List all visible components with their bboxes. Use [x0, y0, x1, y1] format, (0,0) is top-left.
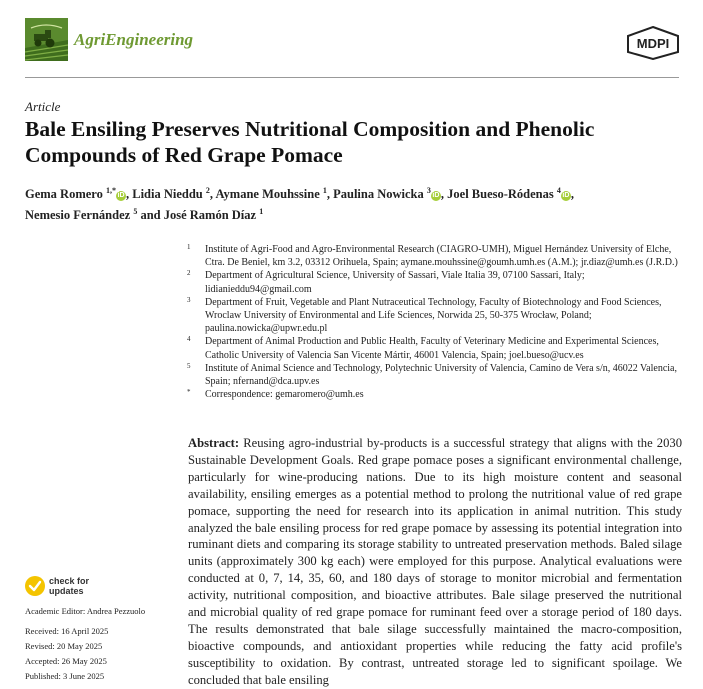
affiliation-item — [187, 243, 682, 269]
journal-header — [25, 18, 679, 64]
affiliation-item — [187, 335, 682, 361]
affiliation-text: Department of Fruit, Vegetable and Plant Nutraceutical Technology, Faculty of Biotechnology and Food Sciences, Wroclaw University of Environmental and Life Sciences, Norwida 25, 50-375 Wrocław, Poland; paulina.nowicka@upwr.edu.pl — [205, 296, 662, 335]
author-name: Lidia Nieddu — [132, 187, 203, 202]
affiliation-number: 2 — [187, 269, 191, 278]
affiliation-item — [187, 362, 682, 388]
affiliation-number: * — [187, 388, 191, 397]
check-for-updates-button[interactable] — [25, 575, 145, 599]
author-name: Aymane Mouhssine — [215, 187, 320, 202]
author-name: Paulina Nowicka — [333, 187, 424, 202]
accepted-date: Accepted: 26 May 2025 — [25, 656, 107, 666]
check-updates-line-1: check for — [49, 576, 90, 586]
author-affil-sup: 1 — [322, 186, 327, 195]
author-affil-sup: 3 — [426, 186, 431, 195]
published-date: Published: 3 June 2025 — [25, 671, 105, 681]
affiliation-number: 4 — [187, 335, 191, 344]
author-name: José Ramón Díaz — [163, 208, 257, 223]
affiliation-number: 5 — [187, 361, 191, 370]
orcid-icon[interactable]: iD — [117, 192, 125, 200]
orcid-icon[interactable]: iD — [432, 192, 440, 200]
affiliation-text: Correspondence: gemaromero@umh.es — [205, 389, 364, 401]
affiliation-item — [187, 269, 682, 295]
revised-date: Revised: 20 May 2025 — [25, 641, 103, 651]
authors-line-1: Gema Romero $^{1,*}$iD , Lidia Nieddu $^2$, Aymane Mouhssine $^1$, Paulina Nowicka $^3$iD , Joel Bueso-Ródenas $^4$iD , — [25, 186, 574, 202]
affiliation-text: Institute of Agri-Food and Agro-Environmental Research (CIAGRO-UMH), Miguel Hernández University of Elche, Ctra. De Beniel, km 3.2, 03312 Orihuela, Spain; aymane.mouhssine@goumh.umh.es (A.M.); jr.diaz@umh.es (J.R.D.) — [205, 244, 678, 269]
abstract-text: Reusing agro-industrial by-products is a successful strategy that aligns with the 2030 Sustainable Development Goals. Red grape pomace poses a significant environmental challenge, particularly for wine-producing nations. Due to its high moisture content and seasonal availability, ensiling emerges as a potential method to prolong the nutritional value of red grape pomace, supporting the need for research into its application in animal nutrition. This study analyzed the bale ensiling process for red grape pomace by assessing its potential integration into ruminant diets and comparing its storage stability to untreated preservation methods. Baled silage units (approximately 300 kg each) were employed for this purpose. Analytical evaluations were conducted at 0, 7, 14, 35, 60, and 180 days of storage to monitor microbial and fermentation activity, nutritional composition, and bioactive attributes. Bale silage preserved the nutritional and microbial quality of red grape pomace for ruminant feed over a storage period of 180 days. The results demonstrated that bale silage successfully maintained the macro-composition, bioactive compounds, and antioxidant properties while reducing the fatty acid profile's susceptibility to oxidation. By contrast, untreated storage led to significant spoilage. We concluded that bale ensiling — [188, 436, 682, 687]
affiliation-text: Institute of Animal Science and Technology, Polytechnic University of Valencia, Camino de Vera s/n, 46022 Valencia, Spain; nfernand@dca.upv.es — [205, 362, 677, 388]
affiliation-number: 3 — [187, 295, 191, 304]
author-affil-sup: 1,* — [106, 186, 116, 195]
orcid-icon[interactable]: iD — [562, 192, 570, 200]
author-affil-sup: 5 — [133, 207, 138, 217]
author-affil-sup: 1 — [259, 207, 264, 217]
check-updates-icon — [25, 576, 45, 596]
mdpi-logo[interactable] — [627, 26, 679, 60]
article-type: Article — [25, 99, 61, 114]
affiliation-number: 1 — [187, 243, 191, 251]
author-name: Gema Romero — [25, 187, 103, 202]
journal-logo[interactable] — [25, 18, 68, 61]
correspondence — [187, 388, 682, 401]
author-affil-sup: 2 — [205, 186, 210, 195]
article-title: Bale Ensiling Preserves Nutritional Composition and Phenolic Compounds of Red Grape Pomace — [25, 117, 595, 167]
journal-name[interactable]: AgriEngineering — [74, 30, 194, 49]
abstract-label: Abstract: — [188, 436, 240, 450]
affiliation-text: Department of Agricultural Science, University of Sassari, Viale Italia 39, 07100 Sassari, Italy; lidianieddu94@gmail.com — [205, 270, 585, 295]
tractor-icon — [25, 18, 68, 61]
svg-text:MDPI: MDPI — [636, 36, 670, 51]
check-updates-line-2: updates — [49, 586, 84, 596]
abstract — [188, 435, 682, 689]
academic-editor: Academic Editor: Andrea Pezzuolo — [25, 606, 146, 616]
author-list — [25, 182, 685, 224]
affiliation-text: Department of Animal Production and Public Health, Faculty of Veterinary Medicine and Experimental Sciences, Catholic University of Valencia San Vicente Mártir, 46001 Valencia, Spain; joel.bueso@ucv.es — [205, 336, 659, 361]
affiliation-item — [187, 296, 682, 336]
received-date: Received: 16 April 2025 — [25, 626, 109, 636]
author-name: Nemesio Fernández — [25, 208, 131, 223]
check-updates-label — [49, 576, 89, 596]
authors-line-2: Nemesio Fernández $^5$ and José Ramón Díaz $^1$ — [25, 207, 264, 223]
header-divider — [25, 77, 679, 78]
affiliations — [187, 243, 682, 401]
author-affil-sup: 4 — [556, 186, 561, 195]
mdpi-logo-icon — [627, 26, 679, 60]
author-name: Joel Bueso-Ródenas — [447, 187, 554, 202]
